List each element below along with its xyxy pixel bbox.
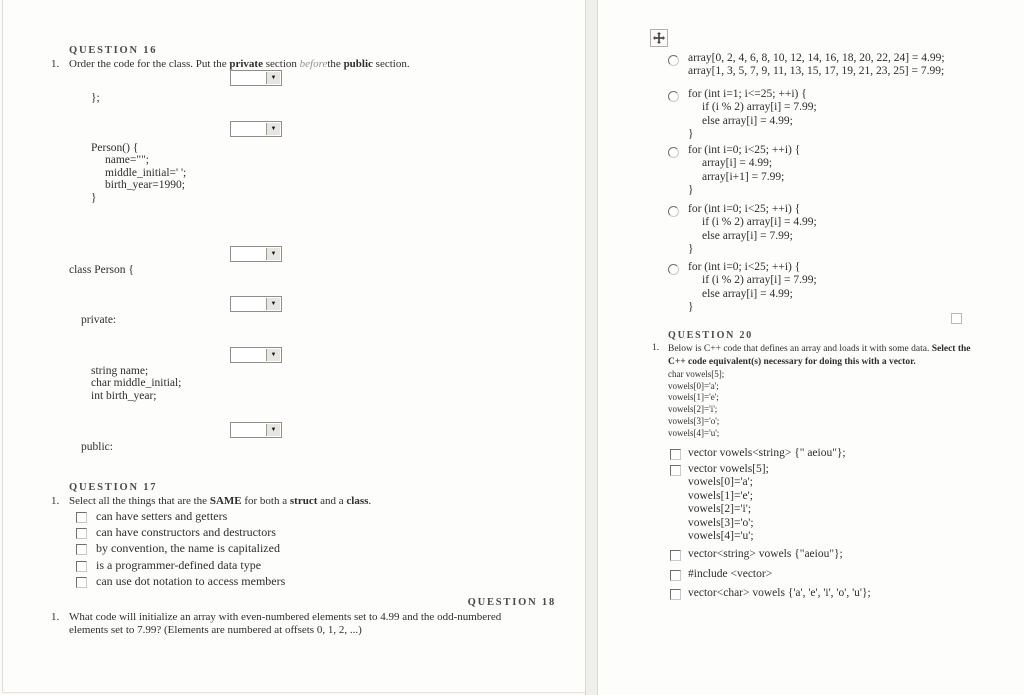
prompt-line	[668, 356, 990, 369]
code-line: vowels[3]='o';	[688, 516, 754, 529]
code-line: private:	[81, 314, 117, 326]
chevron-down-icon[interactable]: ▼	[266, 298, 280, 310]
code-line: string name;	[91, 365, 149, 377]
q17-option-label: can have setters and getters	[96, 509, 228, 523]
code-line: vector vowels[5];	[688, 463, 769, 475]
q18-option-radio[interactable]	[668, 147, 679, 158]
code-line: char middle_initial;	[91, 377, 182, 390]
option-code	[688, 587, 871, 600]
code-line: name="";	[105, 154, 149, 167]
prompt-bold: C++ code equivalent(s) necessary for doing this with a vector.	[668, 357, 916, 367]
code-line: vowels[1]='e';	[668, 392, 719, 403]
prompt-text: and a	[317, 495, 347, 507]
q17-option-checkbox[interactable]	[76, 512, 87, 523]
code-line: vowels[2]='i';	[688, 503, 752, 516]
code-line: int birth_year;	[91, 389, 157, 402]
code-line: vector vowels<string> {" aeiou"};	[688, 447, 846, 459]
prompt-bold: struct	[289, 495, 318, 507]
option-code	[688, 447, 846, 460]
ordering-dropdown-4[interactable]	[230, 296, 282, 312]
code-line: }	[91, 191, 97, 204]
code-line: }	[688, 128, 694, 141]
code-line: middle_initial=' ';	[105, 166, 187, 179]
code-line: vowels[3]='o';	[668, 415, 720, 426]
prompt-bold: private	[229, 58, 263, 70]
q17-option-row	[76, 558, 261, 573]
prompt-text: the	[327, 58, 344, 70]
ordering-dropdown-1[interactable]	[230, 70, 282, 86]
stray-checkbox[interactable]	[951, 313, 962, 324]
prompt-text: for both a	[241, 495, 290, 507]
code-block	[81, 441, 113, 453]
code-block	[81, 314, 116, 326]
code-line: if (i % 2) array[i] = 4.99;	[702, 216, 817, 229]
code-line: vowels[4]='u';	[668, 427, 720, 438]
prompt-text: Below is C++ code that defines an array and loads it with some data.	[668, 344, 932, 354]
code-line: vector<char> vowels {'a', 'e', 'i', 'o', 'u'};	[688, 587, 871, 599]
code-line: Person() {	[91, 142, 139, 154]
code-line: for (int i=1; i<=25; ++i) {	[688, 88, 807, 100]
prompt-italic: before	[299, 58, 328, 70]
code-line: array[i] = 4.99;	[702, 157, 773, 170]
code-line: vector<string> vowels {"aeiou"};	[688, 548, 843, 560]
prompt-text: .	[368, 495, 372, 507]
option-code	[688, 52, 945, 79]
question16-prompt	[69, 58, 549, 71]
code-line: else array[i] = 7.99;	[702, 229, 793, 242]
question16-header: QUESTION 16	[69, 45, 158, 56]
code-line: vowels[4]='u';	[688, 530, 754, 543]
q17-option-label: can use dot notation to access members	[96, 574, 286, 588]
q18-option-radio[interactable]	[668, 206, 679, 217]
move-icon	[653, 32, 665, 44]
right-page	[598, 0, 1024, 695]
ordering-dropdown-3[interactable]	[230, 246, 282, 262]
q17-option-row	[76, 541, 280, 556]
left-page	[2, 0, 585, 693]
q20-option-checkbox[interactable]	[670, 589, 681, 600]
prompt-text: Order the code for the class. Put the	[69, 58, 230, 70]
q18-option-radio[interactable]	[668, 91, 679, 102]
prompt-text: section	[262, 58, 300, 70]
code-line: vowels[0]='a';	[668, 380, 719, 391]
q20-given-code	[668, 369, 724, 439]
q20-option-checkbox[interactable]	[670, 550, 681, 561]
question20-number: 1.	[652, 343, 660, 353]
prompt-line: What code will initialize an array with even-numbered elements set to 4.99 and the odd-numbered	[69, 611, 502, 623]
option-code	[688, 548, 843, 561]
code-block	[69, 264, 134, 276]
code-line: array[0, 2, 4, 6, 8, 10, 12, 14, 16, 18, 20, 22, 24] = 4.99;	[688, 52, 945, 64]
code-line: array[1, 3, 5, 7, 9, 11, 13, 15, 17, 19, 21, 23, 25] = 7.99;	[688, 65, 945, 78]
prompt-bold: class	[346, 495, 369, 507]
option-code	[688, 261, 817, 315]
code-line: };	[91, 92, 100, 104]
page-gutter	[585, 0, 598, 695]
code-line: }	[688, 184, 694, 197]
move-handle[interactable]	[650, 29, 668, 47]
code-block	[91, 365, 181, 402]
option-code	[688, 144, 800, 198]
prompt-bold: Select the	[931, 344, 971, 354]
chevron-down-icon[interactable]: ▼	[266, 72, 280, 84]
code-line: if (i % 2) array[i] = 7.99;	[702, 101, 817, 114]
prompt-line: elements set to 7.99? (Elements are numbered at offsets 0, 1, 2, ...)	[69, 624, 362, 636]
ordering-dropdown-5[interactable]	[230, 347, 282, 363]
code-block	[91, 92, 100, 104]
chevron-down-icon[interactable]: ▼	[266, 424, 280, 436]
option-code	[688, 88, 817, 142]
code-line: vowels[2]='i';	[668, 404, 718, 415]
code-line: if (i % 2) array[i] = 7.99;	[702, 274, 817, 287]
question17-prompt	[69, 495, 549, 508]
option-code	[688, 203, 817, 257]
code-line: else array[i] = 4.99;	[702, 114, 793, 127]
code-line: vowels[1]='e';	[688, 489, 753, 502]
code-line: char vowels[5];	[668, 369, 725, 379]
prompt-text: section.	[372, 58, 410, 70]
code-line: for (int i=0; i<25; ++i) {	[688, 144, 801, 156]
q17-option-row	[76, 574, 285, 589]
code-line: else array[i] = 4.99;	[702, 287, 793, 300]
chevron-down-icon[interactable]: ▼	[266, 123, 280, 135]
ordering-dropdown-6[interactable]	[230, 422, 282, 438]
prompt-text: Select all the things that are the	[69, 495, 210, 507]
question17-header: QUESTION 17	[69, 482, 158, 493]
code-line: array[i+1] = 7.99;	[702, 170, 785, 183]
q20-option-checkbox[interactable]	[670, 570, 681, 581]
code-line: }	[688, 301, 694, 314]
code-line: birth_year=1990;	[105, 179, 185, 192]
q17-option-row	[76, 525, 276, 540]
prompt-bold: public	[343, 58, 373, 70]
q17-option-checkbox[interactable]	[76, 561, 87, 572]
option-code	[688, 568, 772, 581]
question18-header: QUESTION 18	[467, 597, 556, 608]
q18-option-radio[interactable]	[668, 55, 679, 66]
q17-option-row	[76, 509, 227, 524]
code-line: vowels[0]='a';	[688, 476, 753, 489]
question18-prompt	[69, 611, 561, 637]
q17-option-label: can have constructors and destructors	[96, 525, 276, 539]
q17-option-checkbox[interactable]	[76, 544, 87, 555]
question17-number: 1.	[51, 495, 60, 507]
q18-option-radio[interactable]	[668, 264, 679, 275]
question16-number: 1.	[51, 58, 60, 70]
code-block	[91, 142, 186, 204]
code-line: #include <vector>	[688, 568, 773, 580]
code-line: for (int i=0; i<25; ++i) {	[688, 261, 801, 273]
q20-option-checkbox[interactable]	[670, 449, 681, 460]
prompt-bold: SAME	[209, 495, 242, 507]
q20-option-checkbox[interactable]	[670, 465, 681, 476]
chevron-down-icon[interactable]: ▼	[266, 248, 280, 260]
chevron-down-icon[interactable]: ▼	[266, 349, 280, 361]
ordering-dropdown-2[interactable]	[230, 121, 282, 137]
question20-prompt	[668, 343, 990, 369]
question18-number: 1.	[51, 611, 60, 623]
prompt-line	[668, 343, 990, 356]
code-line: class Person {	[69, 264, 134, 276]
q17-option-checkbox[interactable]	[76, 577, 87, 588]
code-line: for (int i=0; i<25; ++i) {	[688, 203, 801, 215]
question20-header: QUESTION 20	[668, 330, 754, 341]
code-line: }	[688, 243, 694, 256]
q17-option-label: is a programmer-defined data type	[96, 558, 262, 572]
code-line: public:	[81, 441, 113, 453]
q17-option-checkbox[interactable]	[76, 528, 87, 539]
option-code	[688, 463, 769, 543]
q17-option-label: by convention, the name is capitalized	[96, 541, 280, 555]
